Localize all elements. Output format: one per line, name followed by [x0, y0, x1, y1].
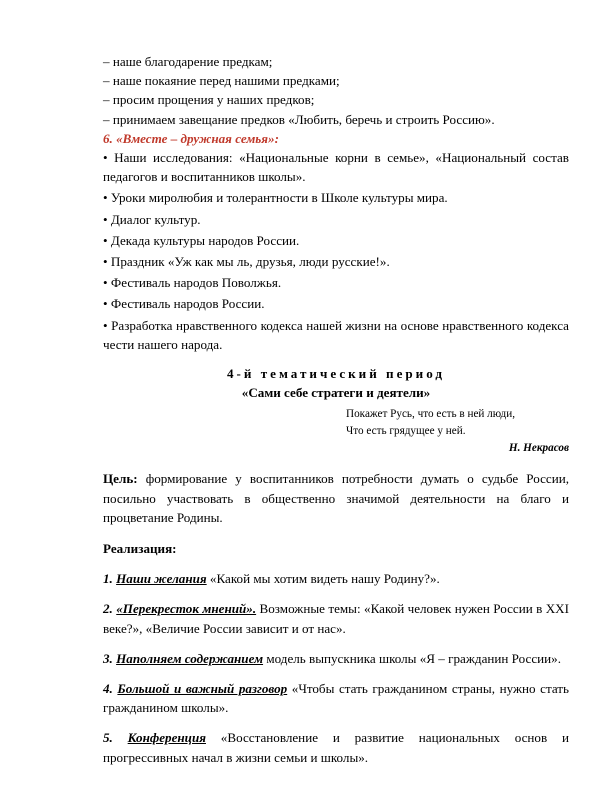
- epigraph: [346, 406, 569, 440]
- item-lead: «Перекресток мнений».: [116, 601, 257, 617]
- list-item: • Разработка нравственного кодекса нашей жизни на основе нравственного кодекса чести нашего народа.: [103, 317, 569, 352]
- item-lead: Наши желания: [116, 571, 207, 587]
- goal-label: Цель:: [103, 471, 138, 487]
- goal-text: формирование у воспитанников потребности думать о судьбе России, посильно участвовать в общественно значимой деятельности на благо и процветание Родины.: [103, 471, 569, 525]
- document-page: [103, 52, 569, 767]
- epigraph-line: Что есть грядущее у ней.: [346, 425, 466, 438]
- list-item: • Фестиваль народов Поволжья.: [103, 275, 282, 291]
- period-title: «Сами себе стратеги и деятели»: [241, 385, 431, 401]
- item-lead: Наполняем содержанием: [116, 650, 264, 666]
- section-heading: 6. «Вместе – дружная семья»:: [103, 130, 279, 146]
- implementation-item: [103, 649, 569, 668]
- list-item: • Диалог культур.: [103, 211, 201, 227]
- list-item: • Наши исследования: «Национальные корни в семье», «Национальный состав педагогов и воспитанников школы».: [103, 150, 569, 185]
- epigraph-line: Покажет Русь, что есть в ней люди,: [346, 408, 516, 421]
- list-item: – просим прощения у наших предков;: [103, 92, 315, 108]
- goal-paragraph: [103, 469, 569, 527]
- list-item: • Уроки миролюбия и толерантности в Школе культуры мира.: [103, 190, 448, 206]
- implementation-item: [103, 569, 569, 588]
- list-item: • Декада культуры народов России.: [103, 232, 300, 248]
- item-number: 3.: [103, 650, 113, 666]
- implementation-item: [103, 599, 569, 637]
- implementation-label: Реализация:: [103, 541, 177, 557]
- item-text: «Какой мы хотим видеть нашу Родину?».: [206, 571, 440, 587]
- implementation-item: [103, 728, 569, 766]
- list-item: – наше покаяние перед нашими предками;: [103, 73, 340, 89]
- period-number: 4-й тематический период: [226, 366, 446, 382]
- item-lead: Большой и важный разговор: [117, 681, 288, 697]
- list-item: • Праздник «Уж как мы ль, друзья, люди русские!».: [103, 254, 390, 270]
- item-number: 1.: [103, 571, 113, 587]
- list-item: – принимаем завещание предков «Любить, беречь и строить Россию».: [103, 111, 495, 127]
- item-text: «Чтобы стать гражданином страны, нужно стать гражданином школы».: [103, 681, 569, 716]
- item-lead: Конференция: [127, 730, 206, 746]
- epigraph-author: Н. Некрасов: [508, 442, 569, 455]
- item-number: 5.: [103, 730, 113, 746]
- item-text: «Восстановление и развитие национальных основ и прогрессивных начал в жизни семьи и школы».: [103, 730, 569, 765]
- implementation-item: [103, 679, 569, 717]
- item-number: 2.: [103, 601, 113, 617]
- item-number: 4.: [103, 681, 113, 697]
- list-item: – наше благодарение предкам;: [103, 54, 273, 69]
- item-text: Возможные темы: «Какой человек нужен России в XXI веке?», «Величие России зависит и от нас».: [103, 601, 569, 636]
- list-item: • Фестиваль народов России.: [103, 296, 265, 312]
- item-text: модель выпускника школы «Я – гражданин России».: [263, 650, 561, 666]
